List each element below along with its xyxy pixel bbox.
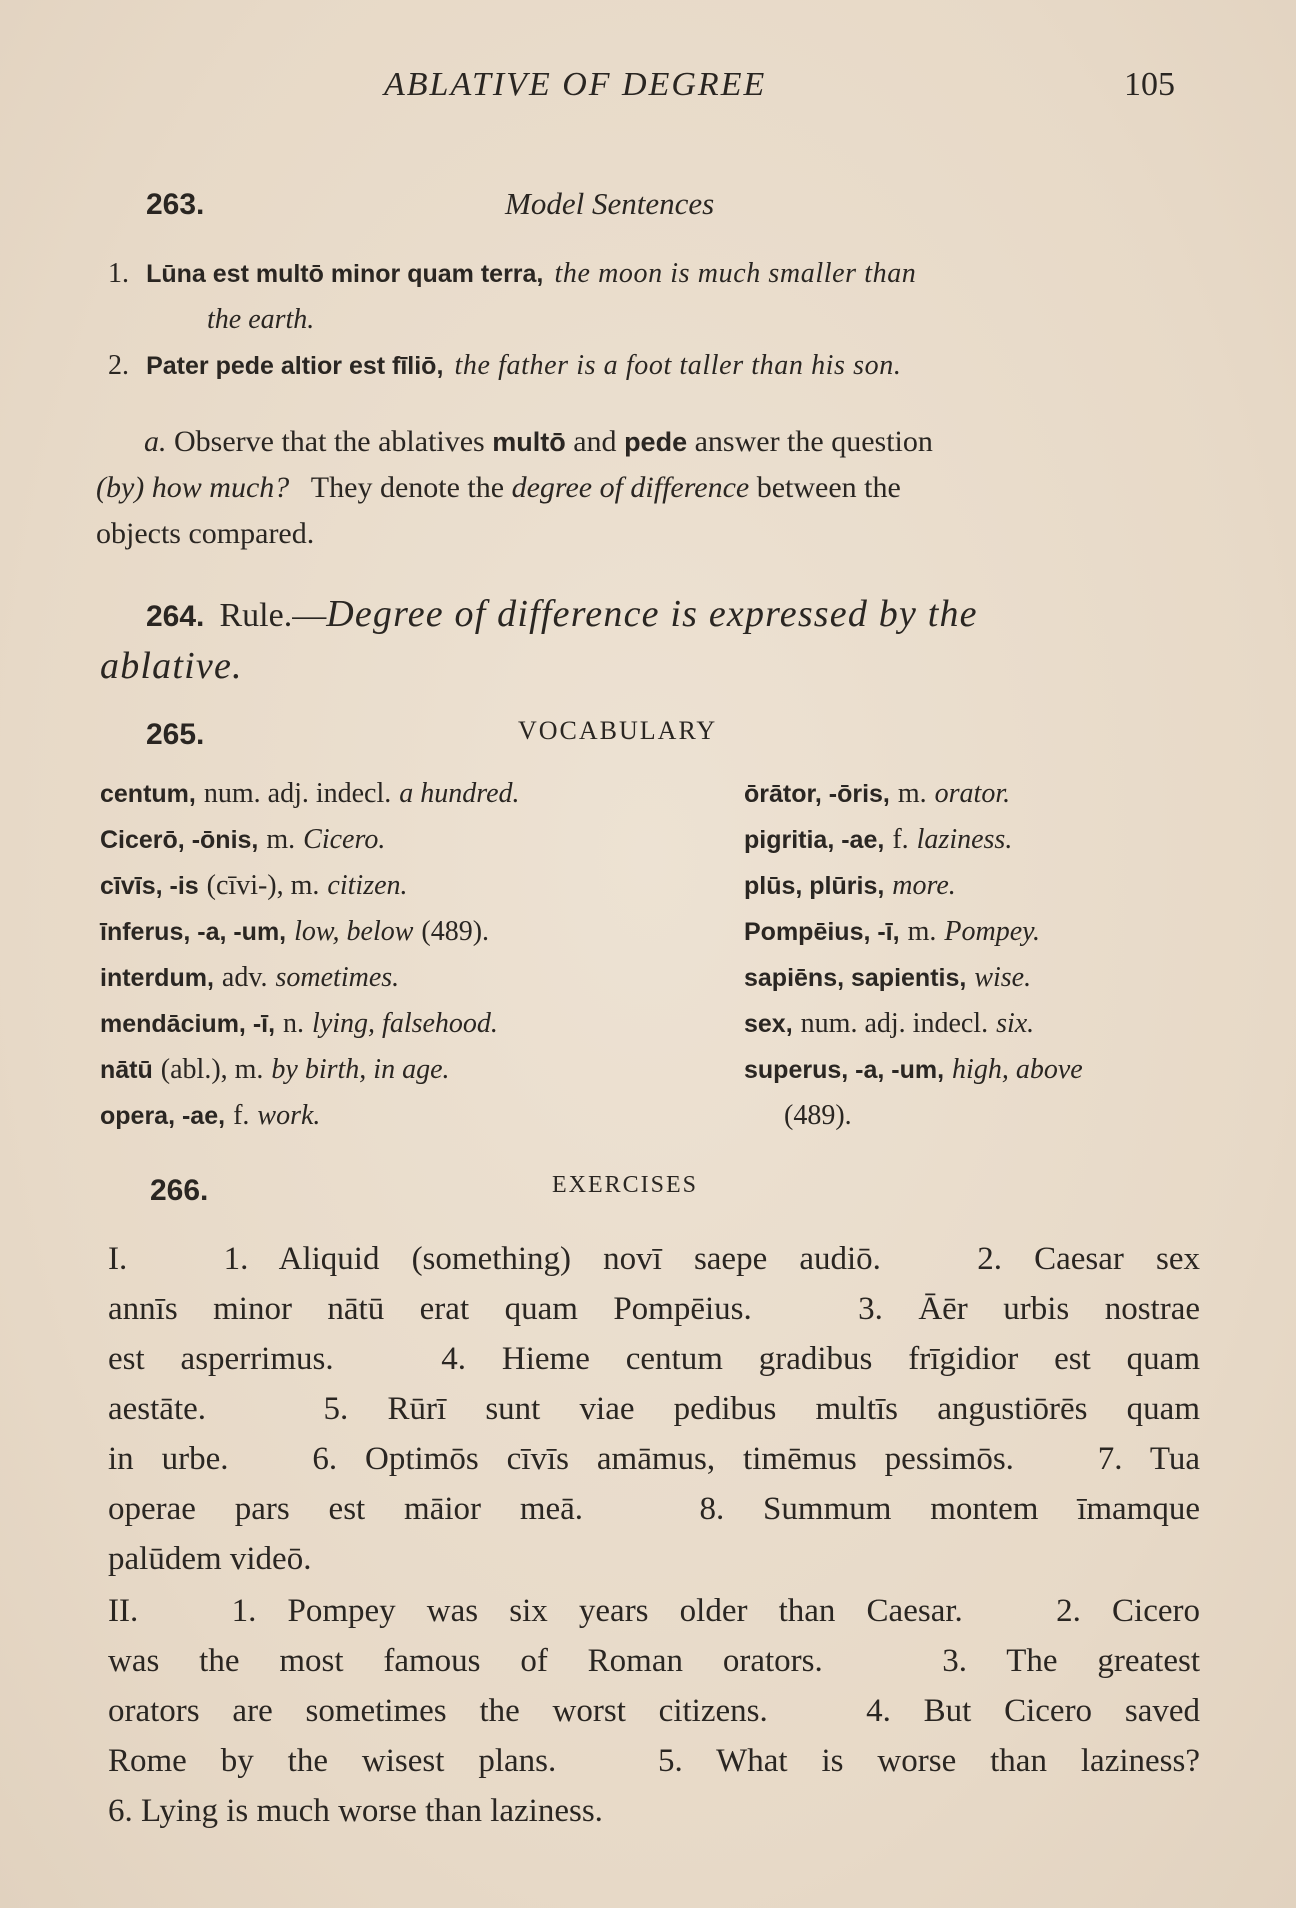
- section-title-vocabulary: VOCABULARY: [518, 716, 718, 745]
- rule-264-line-2: ablative.: [100, 645, 243, 687]
- vocab-meaning: six.: [996, 1008, 1035, 1039]
- vocabulary-entry: [100, 870, 528, 916]
- vocabulary-right-column: [744, 778, 1091, 1146]
- note-text: between the: [756, 471, 901, 504]
- note-a-line-2: [96, 471, 901, 505]
- rule-label: Rule.: [219, 597, 293, 634]
- vocab-meaning: Pompey.: [944, 916, 1041, 947]
- exercise-line: 6. Lying is much worse than laziness.: [108, 1793, 603, 1829]
- vocab-meaning: wise.: [974, 962, 1032, 993]
- page-number: 105: [1124, 66, 1175, 103]
- vocab-grammar: n.: [283, 1008, 305, 1039]
- vocab-meaning: laziness.: [916, 824, 1013, 855]
- vocabulary-entry: [100, 824, 528, 870]
- exercise-line: was the most famous of Roman orators. 3. The greatest: [108, 1643, 1200, 1679]
- note-text: and: [573, 425, 617, 458]
- vocab-grammar: m.: [897, 778, 927, 809]
- latin-sentence: Pater pede altior est fīliō,: [146, 352, 444, 380]
- vocab-headword: centum,: [100, 780, 196, 808]
- rule-264-line-1: [146, 592, 978, 636]
- vocab-headword: plūs, plūris,: [744, 872, 885, 900]
- running-head: ABLATIVE OF DEGREE: [384, 66, 767, 103]
- note-term: pede: [624, 427, 688, 457]
- vocab-meaning: Cicero.: [303, 824, 386, 855]
- exercise-line: operae pars est māior meā. 8. Summum montem īmamque: [108, 1491, 1200, 1527]
- exercise-line: est asperrimus. 4. Hieme centum gradibus frīgidior est quam: [108, 1341, 1200, 1377]
- note-a-line-1: [144, 425, 933, 459]
- exercise-line: annīs minor nātū erat quam Pompēius. 3. Āēr urbis nostrae: [108, 1291, 1200, 1327]
- vocab-headword: Pompēius, -ī,: [744, 918, 900, 946]
- english-translation: the moon is much smaller than: [554, 258, 917, 289]
- note-text: degree of difference: [511, 471, 750, 504]
- sentence-number: 1.: [108, 258, 129, 289]
- vocab-grammar: num. adj. indecl.: [203, 778, 392, 809]
- exercise-line: in urbe. 6. Optimōs cīvīs amāmus, timēmus pessimōs. 7. Tua: [108, 1441, 1200, 1477]
- vocab-grammar: adv.: [221, 962, 268, 993]
- vocab-headword: pigritia, -ae,: [744, 826, 885, 854]
- rule-dash: —: [292, 597, 327, 634]
- vocab-meaning: low, below: [294, 916, 414, 947]
- note-term: multō: [492, 427, 566, 457]
- vocab-headword: īnferus, -a, -um,: [100, 918, 287, 946]
- vocab-meaning: a hundred.: [399, 778, 520, 809]
- vocabulary-entry: [744, 778, 1091, 824]
- vocab-grammar: (489).: [784, 1100, 852, 1131]
- section-title-exercises: EXERCISES: [552, 1172, 699, 1198]
- note-a-line-3: objects compared.: [96, 517, 315, 550]
- vocabulary-entry: [744, 1100, 1091, 1146]
- section-title-model-sentences: Model Sentences: [505, 186, 715, 221]
- model-sentence-1: [108, 258, 916, 290]
- vocabulary-entry: [744, 962, 1091, 1008]
- vocab-grammar: (cīvi-), m.: [206, 870, 320, 901]
- vocabulary-entry: [100, 962, 528, 1008]
- vocabulary-entry: [100, 1054, 528, 1100]
- note-label: a.: [144, 425, 167, 458]
- english-translation: the father is a foot taller than his son.: [454, 350, 902, 381]
- vocab-headword: interdum,: [100, 964, 214, 992]
- vocab-headword: ōrātor, -ōris,: [744, 780, 890, 808]
- vocab-meaning: by birth, in age.: [271, 1054, 450, 1085]
- section-number-263: 263.: [146, 188, 205, 221]
- note-text: how much?: [151, 471, 290, 504]
- sentence-number: 2.: [108, 350, 129, 381]
- vocab-meaning: citizen.: [327, 870, 408, 901]
- note-text: answer the question: [694, 425, 933, 458]
- exercise-line: II. 1. Pompey was six years older than Caesar. 2. Cicero: [108, 1593, 1200, 1629]
- vocab-meaning: sometimes.: [275, 962, 400, 993]
- latin-sentence: Lūna est multō minor quam terra,: [146, 260, 544, 288]
- note-text: They denote the: [310, 471, 505, 504]
- vocabulary-entry: [100, 916, 528, 962]
- section-number-264: 264.: [146, 600, 205, 633]
- section-number-266: 266.: [150, 1174, 209, 1207]
- exercise-line: palūdem videō.: [108, 1541, 312, 1577]
- vocab-headword: sex,: [744, 1010, 793, 1038]
- vocab-grammar: m.: [266, 824, 296, 855]
- vocab-headword: sapiēns, sapientis,: [744, 964, 967, 992]
- exercise-line: Rome by the wisest plans. 5. What is worse than laziness?: [108, 1743, 1200, 1779]
- vocabulary-entry: [100, 778, 528, 824]
- section-number-265: 265.: [146, 718, 205, 751]
- vocabulary-entry: [744, 824, 1091, 870]
- vocab-headword: Cicerō, -ōnis,: [100, 826, 259, 854]
- vocab-grammar: f.: [892, 824, 909, 855]
- vocabulary-left-column: [100, 778, 528, 1146]
- vocabulary-entry: [744, 916, 1091, 962]
- vocabulary-entry: [100, 1008, 528, 1054]
- vocab-headword: superus, -a, -um,: [744, 1056, 945, 1084]
- vocab-grammar: (abl.), m.: [160, 1054, 264, 1085]
- vocab-meaning: lying, falsehood.: [312, 1008, 498, 1039]
- vocab-headword: mendācium, -ī,: [100, 1010, 276, 1038]
- vocabulary-entry: [744, 870, 1091, 916]
- exercise-line: aestāte. 5. Rūrī sunt viae pedibus multīs angustiōrēs quam: [108, 1391, 1200, 1427]
- rule-text: Degree of difference is expressed by the: [326, 593, 978, 635]
- exercises-english: [108, 1586, 1200, 1836]
- vocab-headword: cīvīs, -is: [100, 872, 199, 900]
- exercise-line: I. 1. Aliquid (something) novī saepe audiō. 2. Caesar sex: [108, 1241, 1200, 1277]
- note-text: Observe that the ablatives: [174, 425, 485, 458]
- exercise-line: orators are sometimes the worst citizens. 4. But Cicero saved: [108, 1693, 1200, 1729]
- vocab-reference: (489).: [421, 916, 490, 947]
- vocab-headword: opera, -ae,: [100, 1102, 226, 1130]
- vocab-grammar: m.: [907, 916, 937, 947]
- model-sentence-1-continued: the earth.: [207, 304, 315, 335]
- vocab-grammar: num. adj. indecl.: [800, 1008, 989, 1039]
- vocabulary-entry: [100, 1100, 528, 1146]
- vocab-meaning: work.: [257, 1100, 321, 1131]
- vocabulary-entry: [744, 1054, 1091, 1100]
- vocabulary-entry: [744, 1008, 1091, 1054]
- vocab-meaning: orator.: [934, 778, 1011, 809]
- vocab-meaning: more.: [892, 870, 956, 901]
- note-text: (by): [96, 471, 145, 504]
- model-sentence-2: [108, 350, 901, 382]
- vocab-headword: nātū: [100, 1056, 153, 1084]
- vocab-meaning: high, above: [952, 1054, 1083, 1085]
- exercises-latin: [108, 1234, 1200, 1584]
- vocab-grammar: f.: [233, 1100, 250, 1131]
